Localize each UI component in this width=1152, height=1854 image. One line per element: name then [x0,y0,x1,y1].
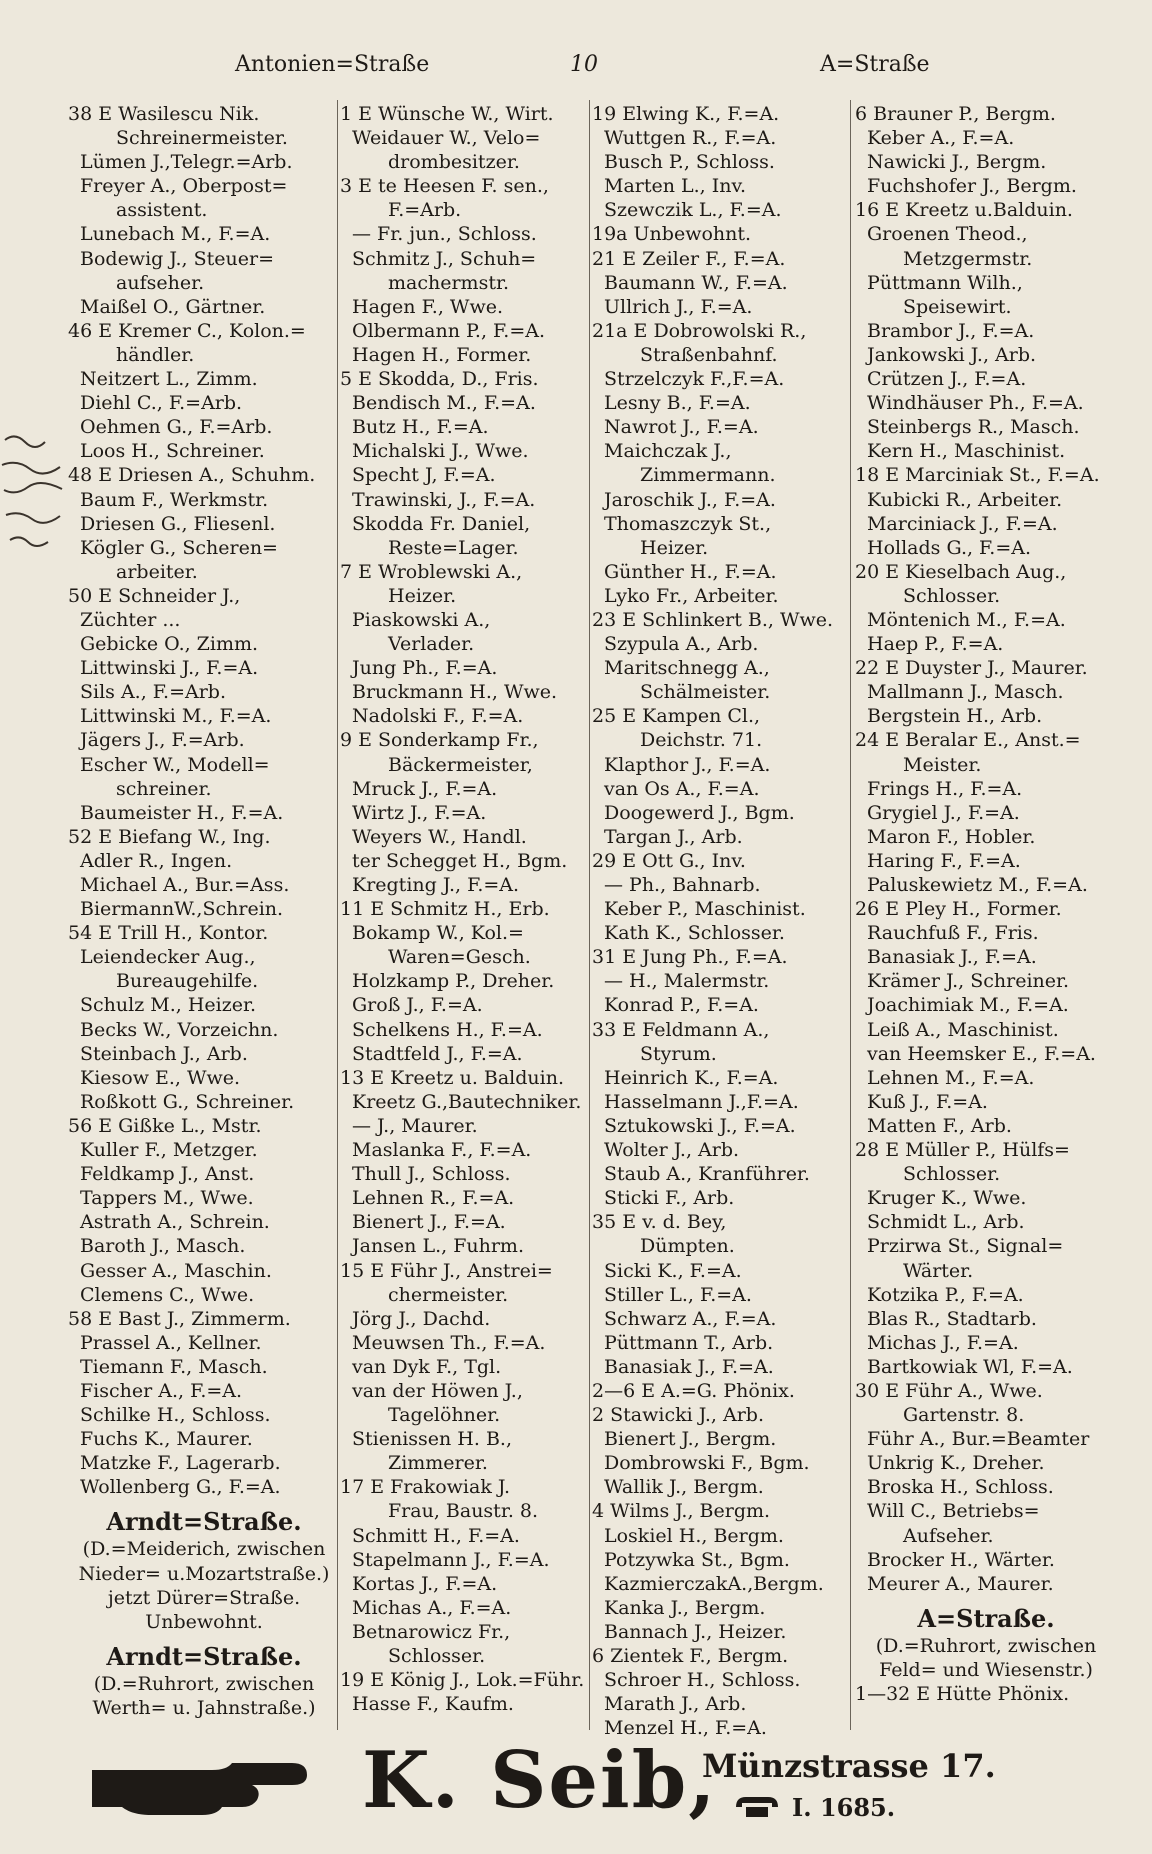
resident-entry: Doogewerd J., Bgm. [604,801,795,824]
resident-entry: Astrath A., Schrein. [80,1211,270,1234]
house-entry: 22 E Duyster J., Maurer. [855,657,1088,680]
resident-entry: Diehl C., F.=Arb. [80,392,243,415]
directory-column-2 [340,102,590,1716]
resident-entry: Steinbergs R., Masch. [867,416,1080,439]
house-entry: 46 E Kremer C., Kolon.= [68,319,306,342]
resident-entry: Escher W., Modell= [80,753,270,776]
resident-entry: Kern H., Maschinist. [867,440,1066,463]
resident-entry: Targan J., Arb. [604,825,743,848]
resident-entry: Holzkamp P., Dreher. [352,970,555,993]
resident-entry: Mallmann J., Masch. [867,681,1064,704]
street-heading: Arndt=Straße. [106,1507,302,1537]
house-entry: 21 E Zeiler F., F.=A. [592,247,786,270]
resident-entry: Freyer A., Oberpost= [80,175,288,198]
resident-entry: Krämer J., Schreiner. [867,970,1070,993]
resident-entry: Leiß A., Maschinist. [867,1018,1059,1041]
resident-entry: Rauchfuß F., Fris. [867,922,1039,945]
resident-entry: Matten F., Arb. [867,1114,1012,1137]
resident-entry: Michas A., F.=A. [352,1596,512,1619]
resident-entry: Szypula A., Arb. [604,633,759,656]
resident-entry: Aufseher. [903,1524,994,1547]
resident-entry: Püttmann Wilh., [867,271,1023,294]
resident-entry: Möntenich M., F.=A. [867,608,1066,631]
resident-entry: Skodda Fr. Daniel, [352,512,531,535]
resident-entry: Dümpten. [640,1235,735,1258]
resident-entry: Schlosser. [388,1645,486,1667]
resident-entry: Püttmann T., Arb. [604,1331,774,1354]
house-entry: 1—32 E Hütte Phönix. [855,1683,1070,1705]
resident-entry: Matzke F., Lagerarb. [80,1452,281,1475]
advertisement [92,1735,1132,1835]
resident-entry: Heizer. [640,536,709,559]
resident-entry: Wärter. [903,1259,974,1282]
resident-entry: Keber P., Maschinist. [604,898,806,921]
resident-entry: Specht J, F.=A. [352,464,496,487]
resident-entry: Feldkamp J., Anst. [80,1163,255,1186]
resident-entry: Kregting J., F.=A. [352,874,520,896]
resident-entry: Kuß J., F.=A. [867,1090,988,1113]
resident-entry: Metzgermstr. [903,247,1033,270]
resident-entry: Mruck J., F.=A. [352,777,498,800]
house-entry: 2 Stawicki J., Arb. [592,1404,764,1427]
resident-entry: ter Schegget H., Bgm. [352,849,568,872]
resident-entry: Schmitt H., F.=A. [352,1524,520,1547]
resident-entry: Lümen J.,Telegr.=Arb. [80,151,293,174]
resident-entry: Thomaszczyk St., [604,512,772,535]
house-entry: 11 E Schmitz H., Erb. [340,898,550,921]
house-entry: 24 E Beralar E., Anst.= [855,729,1081,752]
resident-entry: Prassel A., Kellner. [80,1331,262,1354]
house-entry: 6 Zientek F., Bergm. [592,1645,789,1667]
resident-entry: jetzt Dürer=Straße. [107,1586,301,1609]
header-left-street: Antonien=Straße [235,52,430,77]
resident-entry: Maichczak J., [604,440,732,463]
house-entry: 29 E Ott G., Inv. [592,849,746,872]
resident-entry: — Fr. jun., Schloss. [352,223,537,246]
resident-entry: Michael A., Bur.=Ass. [80,874,290,896]
resident-entry: Staub A., Kranführer. [604,1163,810,1186]
resident-entry: Banasiak J., F.=A. [867,946,1037,969]
resident-entry: Konrad P., F.=A. [604,994,759,1017]
resident-entry: Blas R., Stadtarb. [867,1307,1037,1330]
resident-entry: Meister. [903,753,982,776]
resident-entry: Stapelmann J., F.=A. [352,1548,550,1571]
house-entry: 26 E Pley H., Former. [855,898,1062,921]
resident-entry: Oehmen G., F.=Arb. [80,416,273,439]
resident-entry: Maron F., Hobler. [867,825,1036,848]
resident-entry: Michalski J., Wwe. [352,440,529,463]
resident-entry: Jägers J., F.=Arb. [80,729,245,752]
resident-entry: Stiller L., F.=A. [604,1283,752,1306]
resident-entry: Kreetz G.,Bautechniker. [352,1090,582,1113]
resident-entry: Stienissen H. B., [352,1428,512,1451]
resident-entry: assistent. [116,199,208,222]
resident-entry: Bäckermeister, [388,753,533,776]
house-entry: 54 E Trill H., Kontor. [68,922,269,945]
resident-entry: Bendisch M., F.=A. [352,392,536,415]
resident-entry: Meurer A., Maurer. [867,1572,1054,1595]
resident-entry: Lehnen R., F.=A. [352,1187,515,1210]
house-entry: 5 E Skodda, D., Fris. [340,368,539,391]
resident-entry: Fuchs K., Maurer. [80,1428,253,1451]
resident-entry: van der Höwen J., [352,1379,523,1402]
resident-entry: — Ph., Bahnarb. [604,874,761,896]
resident-entry: Piaskowski A., [352,608,491,631]
resident-entry: van Dyk F., Tgl. [352,1355,502,1378]
resident-entry: Schwarz A., F.=A. [604,1307,777,1330]
resident-entry: Deichstr. 71. [640,729,763,752]
resident-entry: — H., Malermstr. [604,970,770,993]
resident-entry: Stadtfeld J., F.=A. [352,1042,523,1065]
resident-entry: (D.=Ruhrort, zwischen [875,1634,1097,1657]
resident-entry: Haep P., F.=A. [867,633,1004,656]
house-entry: 4 Wilms J., Bergm. [592,1500,771,1523]
resident-entry: Waren=Gesch. [388,946,531,969]
resident-entry: Wollenberg G., F.=A. [80,1476,281,1499]
resident-entry: schreiner. [116,777,212,800]
resident-entry: Weyers W., Handl. [352,825,527,848]
resident-entry: Neitzert L., Zimm. [80,368,258,391]
resident-entry: Günther H., F.=A. [604,560,777,583]
house-entry: 35 E v. d. Bey, [592,1211,727,1234]
resident-entry: Bienert J., F.=A. [352,1211,506,1234]
resident-entry: Przirwa St., Signal= [867,1235,1064,1258]
resident-entry: Schreinermeister. [116,127,288,150]
resident-entry: Bruckmann H., Wwe. [352,681,558,704]
resident-entry: Kögler G., Scheren= [80,536,278,559]
house-entry: 1 E Wünsche W., Wirt. [340,103,554,125]
resident-entry: Groenen Theod., [867,223,1028,246]
house-entry: 7 E Wroblewski A., [340,560,523,583]
resident-entry: Meuwsen Th., F.=A. [352,1331,546,1354]
house-entry: 2—6 E A.=G. Phönix. [592,1379,795,1402]
directory-column-1 [68,102,340,1720]
resident-entry: Crützen J., F.=A. [867,368,1027,391]
house-entry: 25 E Kampen Cl., [592,705,761,728]
resident-entry: Maißel O., Gärtner. [80,295,266,318]
resident-entry: Potzywka St., Bgm. [604,1548,790,1571]
resident-entry: Marciniack J., F.=A. [867,512,1058,535]
resident-entry: Littwinski M., F.=A. [80,705,272,728]
resident-entry: Speisewirt. [903,295,1012,318]
resident-entry: Frings H., F.=A. [867,777,1023,800]
resident-entry: Gartenstr. 8. [903,1404,1025,1427]
resident-entry: Keber A., F.=A. [867,127,1015,150]
resident-entry: Baumeister H., F.=A. [80,801,284,824]
resident-entry: Bannach J., Heizer. [604,1620,787,1643]
resident-entry: Jaroschik J., F.=A. [604,488,776,511]
resident-entry: BiermannW.,Schrein. [80,898,284,921]
resident-entry: Nieder= u.Mozartstraße.) [78,1562,330,1585]
resident-entry: Becks W., Vorzeichn. [80,1018,279,1041]
resident-entry: Jörg J., Dachd. [352,1307,491,1330]
resident-entry: Paluskewietz M., F.=A. [867,874,1088,896]
resident-entry: Nawrot J., F.=A. [604,416,759,439]
house-entry: 58 E Bast J., Zimmerm. [68,1307,291,1330]
house-entry: 23 E Schlinkert B., Wwe. [592,608,834,631]
resident-entry: Bokamp W., Kol.= [352,922,524,945]
resident-entry: Schmidt L., Arb. [867,1211,1025,1234]
house-entry: 3 E te Heesen F. sen., [340,175,549,198]
advertiser-address: Münzstrasse 17. [702,1747,996,1785]
resident-entry: Tagelöhner. [388,1404,501,1427]
resident-entry: Schroer H., Schloss. [604,1669,801,1692]
resident-entry: Hollads G., F.=A. [867,536,1032,559]
resident-entry: händler. [116,343,195,366]
resident-entry: Olbermann P., F.=A. [352,319,545,342]
resident-entry: Kiesow E., Wwe. [80,1066,241,1089]
directory-column-4 [855,102,1117,1706]
street-heading: Arndt=Straße. [106,1641,302,1671]
resident-entry: Kubicki R., Arbeiter. [867,488,1063,511]
resident-entry: Tiemann F., Masch. [80,1355,268,1378]
resident-entry: Hasse F., Kaufm. [352,1693,514,1716]
resident-entry: Baum F., Werkmstr. [80,488,269,511]
resident-entry: Joachimiak M., F.=A. [867,994,1069,1017]
resident-entry: Zimmermann. [640,464,776,487]
resident-entry: Lunebach M., F.=A. [80,223,271,246]
resident-entry: Bienert J., Bergm. [604,1428,777,1451]
resident-entry: van Os A., F.=A. [604,777,760,800]
resident-entry: Ullrich J., F.=A. [604,295,753,318]
resident-entry: Kortas J., F.=A. [352,1572,498,1595]
resident-entry: Littwinski J., F.=A. [80,657,259,680]
resident-entry: Clemens C., Wwe. [80,1283,255,1306]
house-entry: 6 Brauner P., Bergm. [855,103,1056,125]
page-number: 10 [570,52,598,77]
handwritten-margin-notes [0,430,70,590]
resident-entry: Maslanka F., F.=A. [352,1139,532,1162]
resident-entry: Butz H., F.=A. [352,416,489,439]
advertiser-phone: I. 1685. [792,1793,896,1822]
resident-entry: Züchter ... [80,608,181,631]
resident-entry: Sztukowski J., F.=A. [604,1114,796,1137]
resident-entry: Hagen F., Wwe. [352,295,503,318]
resident-entry: Windhäuser Ph., F.=A. [867,392,1084,415]
house-entry: 13 E Kreetz u. Balduin. [340,1066,565,1089]
resident-entry: Bodewig J., Steuer= [80,247,274,270]
resident-entry: Sticki F., Arb. [604,1187,735,1210]
resident-entry: Dombrowski F., Bgm. [604,1452,810,1475]
resident-entry: Heinrich K., F.=A. [604,1066,779,1089]
resident-entry: Kanka J., Bergm. [604,1596,766,1619]
resident-entry: Wuttgen R., F.=A. [604,127,777,150]
resident-entry: Busch P., Schloss. [604,151,775,174]
resident-entry: Maritschnegg A., [604,657,770,680]
house-entry: 18 E Marciniak St., F.=A. [855,464,1100,487]
resident-entry: Broska H., Schloss. [867,1476,1054,1499]
resident-entry: Schulz M., Heizer. [80,994,257,1017]
resident-entry: Lesny B., F.=A. [604,392,751,415]
house-entry: 52 E Biefang W., Ing. [68,825,271,848]
resident-entry: Trawinski, J., F.=A. [352,488,536,511]
resident-entry: Sils A., F.=Arb. [80,681,226,704]
resident-entry: Reste=Lager. [388,536,519,559]
resident-entry: Sicki K., F.=A. [604,1259,742,1282]
resident-entry: Bartkowiak Wl, F.=A. [867,1355,1073,1378]
house-entry: 30 E Führ A., Wwe. [855,1379,1043,1402]
header-right-street: A=Straße [820,52,930,77]
resident-entry: Adler R., Ingen. [80,849,233,872]
resident-entry: Lehnen M., F.=A. [867,1066,1035,1089]
house-entry: 48 E Driesen A., Schuhm. [68,464,316,487]
resident-entry: Roßkott G., Schreiner. [80,1090,295,1113]
resident-entry: Zimmerer. [388,1452,488,1475]
resident-entry: Michas J., F.=A. [867,1331,1019,1354]
resident-entry: Kotzika P., F.=A. [867,1283,1024,1306]
resident-entry: Grygiel J., F.=A. [867,801,1020,824]
resident-entry: Hagen H., Former. [352,343,532,366]
house-entry: 9 E Sonderkamp Fr., [340,729,539,752]
resident-entry: Heizer. [388,584,457,607]
resident-entry: Loskiel H., Bergm. [604,1524,784,1547]
house-entry: 15 E Führ J., Anstrei= [340,1259,553,1282]
house-entry: 31 E Jung Ph., F.=A. [592,946,788,969]
house-entry: 19a Unbewohnt. [592,223,752,246]
resident-entry: KazmierczakA.,Bergm. [604,1572,824,1595]
resident-entry: — J., Maurer. [352,1114,478,1137]
resident-entry: Tappers M., Wwe. [80,1187,254,1210]
resident-entry: Menzel H., F.=A. [604,1717,767,1740]
page-header [60,52,1112,88]
resident-entry: Schmitz J., Schuh= [352,247,537,270]
resident-entry: van Heemsker E., F.=A. [867,1042,1096,1065]
resident-entry: Nawicki J., Bergm. [867,151,1047,174]
resident-entry: Weidauer W., Velo= [352,127,541,150]
pointing-hand-icon [92,1745,312,1825]
resident-entry: Führ A., Bur.=Beamter [867,1428,1090,1451]
house-entry: 33 E Feldmann A., [592,1018,770,1041]
resident-entry: (D.=Meiderich, zwischen [82,1538,326,1561]
house-entry: 19 Elwing K., F.=A. [592,103,780,125]
resident-entry: Werth= u. Jahnstraße.) [92,1696,316,1719]
resident-entry: Jankowski J., Arb. [867,343,1037,366]
resident-entry: Baroth J., Masch. [80,1235,246,1258]
telephone-icon [732,1793,782,1821]
house-entry: 28 E Müller P., Hülfs= [855,1139,1070,1162]
resident-entry: Klapthor J., F.=A. [604,753,771,776]
resident-entry: Jung Ph., F.=A. [352,657,498,680]
resident-entry: Thull J., Schloss. [352,1163,511,1186]
resident-entry: Strzelczyk F.,F.=A. [604,368,785,391]
resident-entry: Driesen G., Fliesenl. [80,512,276,535]
house-entry: 17 E Frakowiak J. [340,1476,511,1499]
resident-entry: Kuller F., Metzger. [80,1139,258,1162]
resident-entry: drombesitzer. [388,151,520,174]
house-entry: 50 E Schneider J., [68,584,241,607]
house-entry: 16 E Kreetz u.Balduin. [855,199,1073,222]
resident-entry: Kruger K., Wwe. [867,1187,1027,1210]
resident-entry: Unbewohnt. [145,1610,263,1633]
resident-entry: Szewczik L., F.=A. [604,199,782,222]
resident-entry: Will C., Betriebs= [867,1500,1040,1523]
resident-entry: machermstr. [388,271,509,294]
advertiser-name: K. Seib, [362,1735,718,1826]
resident-entry: Loos H., Schreiner. [80,440,265,463]
house-entry: 21a E Dobrowolski R., [592,319,807,342]
resident-entry: Frau, Baustr. 8. [388,1500,539,1523]
house-entry: 56 E Gißke L., Mstr. [68,1114,262,1137]
resident-entry: Lyko Fr., Arbeiter. [604,584,779,607]
resident-entry: Haring F., F.=A. [867,849,1021,872]
resident-entry: Banasiak J., F.=A. [604,1355,774,1378]
resident-entry: Groß J., F.=A. [352,994,483,1017]
resident-entry: Styrum. [640,1042,717,1065]
resident-entry: Baumann W., F.=A. [604,271,788,294]
resident-entry: Brocker H., Wärter. [867,1548,1055,1571]
resident-entry: Brambor J., F.=A. [867,319,1035,342]
resident-entry: Gebicke O., Zimm. [80,633,259,656]
resident-entry: Marath J., Arb. [604,1693,747,1716]
resident-entry: Kath K., Schlosser. [604,922,785,945]
resident-entry: Steinbach J., Arb. [80,1042,248,1065]
resident-entry: Leiendecker Aug., [80,946,256,969]
resident-entry: Gesser A., Maschin. [80,1259,272,1282]
resident-entry: Straßenbahnf. [640,343,778,366]
resident-entry: Bergstein H., Arb. [867,705,1043,728]
column-divider [850,100,851,1730]
resident-entry: arbeiter. [116,560,198,583]
resident-entry: Nadolski F., F.=A. [352,705,524,728]
resident-entry: Schälmeister. [640,681,771,704]
house-entry: 20 E Kieselbach Aug., [855,560,1067,583]
resident-entry: aufseher. [116,271,205,294]
resident-entry: Hasselmann J.,F.=A. [604,1090,799,1113]
resident-entry: Wirtz J., F.=A. [352,801,487,824]
resident-entry: F.=Arb. [388,199,462,222]
resident-entry: (D.=Ruhrort, zwischen [93,1672,315,1695]
resident-entry: Verlader. [388,633,475,656]
street-heading: A=Straße. [917,1603,1055,1633]
resident-entry: Unkrig K., Dreher. [867,1452,1045,1475]
resident-entry: Fischer A., F.=A. [80,1379,243,1402]
resident-entry: Schilke H., Schloss. [80,1404,271,1427]
resident-entry: Feld= und Wiesenstr.) [879,1658,1093,1681]
directory-column-3 [592,102,848,1740]
resident-entry: Schlosser. [903,584,1001,607]
resident-entry: Schlosser. [903,1163,1001,1186]
resident-entry: Wallik J., Bergm. [604,1476,764,1499]
resident-entry: Fuchshofer J., Bergm. [867,175,1077,198]
house-entry: 38 E Wasilescu Nik. [68,103,260,125]
resident-entry: Schelkens H., F.=A. [352,1018,543,1041]
resident-entry: Bureaugehilfe. [116,970,259,993]
resident-entry: Betnarowicz Fr., [352,1620,511,1643]
house-entry: 19 E König J., Lok.=Führ. [340,1669,585,1692]
resident-entry: chermeister. [388,1283,509,1306]
resident-entry: Marten L., Inv. [604,175,747,198]
resident-entry: Jansen L., Fuhrm. [352,1235,524,1258]
resident-entry: Wolter J., Arb. [604,1139,740,1162]
